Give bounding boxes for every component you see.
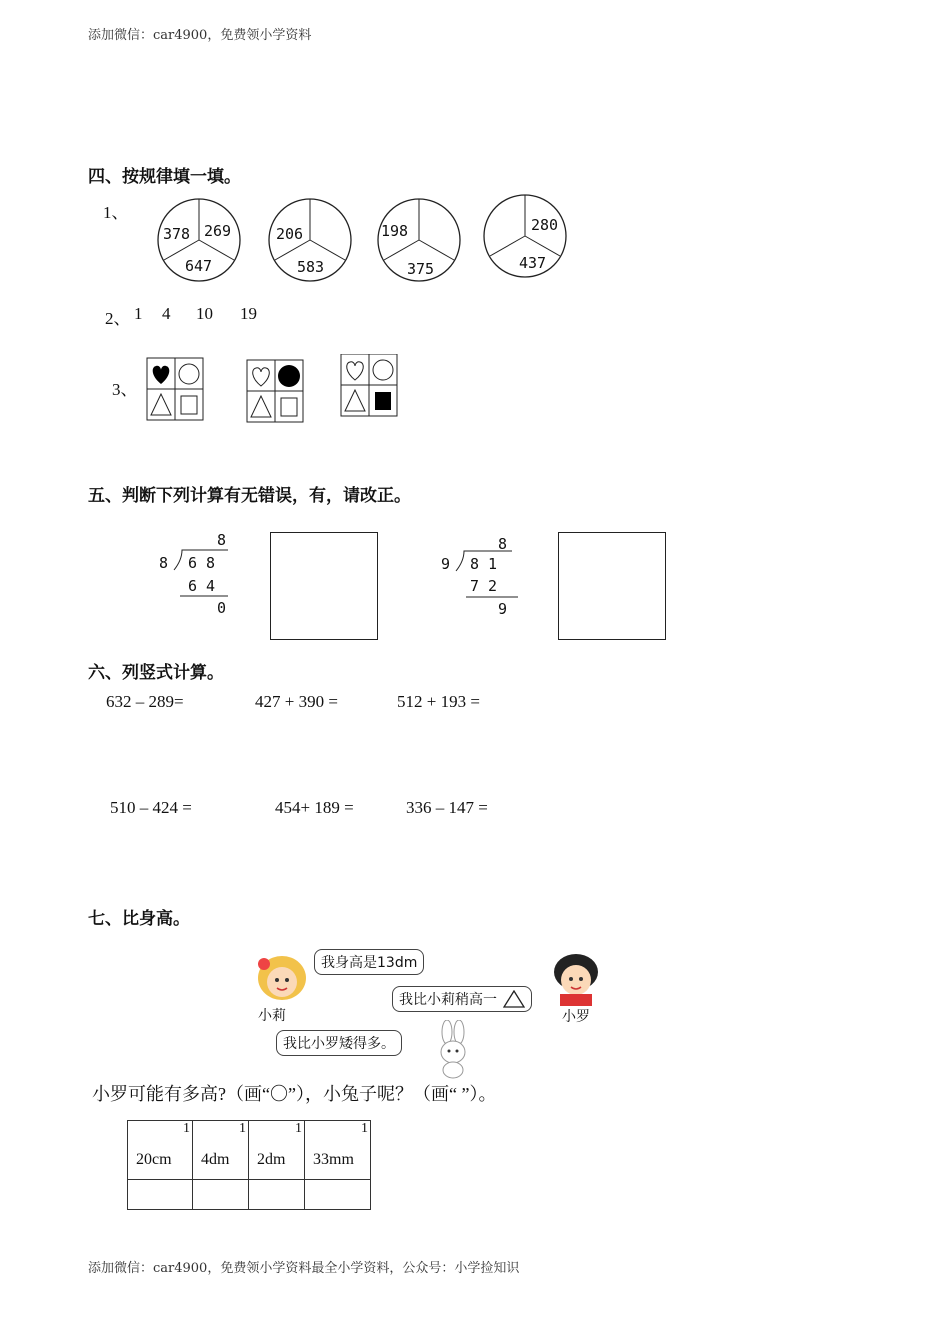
answer-cell[interactable] [249,1180,305,1210]
section-7-title: 七、比身高。 [88,909,190,929]
div1-quotient: 8 [217,531,227,549]
div2-remainder: 9 [498,600,508,618]
calc-4: 510 – 424 = [110,798,192,817]
calc-2: 427 + 390 = [255,692,338,711]
shape-grid-3 [341,354,397,416]
square-icon [281,398,297,416]
circle-4-right: 280 [531,216,559,234]
div2-dividend: 8 1 [470,555,498,573]
boy-name: 小罗 [562,1009,590,1025]
bubble-boy-text: 我比小莉稍高一 [399,992,497,1008]
heart-outline-icon [253,368,270,386]
table-header-cell [305,1121,371,1180]
heart-filled-icon [153,366,170,384]
corner-mark: 1 [183,1121,190,1136]
bubble-boy [392,986,532,1012]
shape-grid-2 [247,360,303,422]
q2-term-2: 4 [162,304,171,323]
q3-label: 3、 [112,380,138,399]
corner-mark: 1 [295,1121,302,1136]
girl-illustration [252,950,312,1005]
option-33mm: 33mm [313,1151,354,1168]
corner-mark: 1 [239,1121,246,1136]
heart-outline-icon [347,362,364,380]
section-4-title: 四、按规律填一填。 [88,167,241,187]
section-5-title: 五、判断下列计算有无错误，有，请改正。 [88,486,411,506]
table-header-cell [128,1121,193,1180]
circle-icon [179,364,199,384]
bubble-rabbit: 我比小罗矮得多。 [276,1030,402,1056]
boy-illustration [546,950,608,1006]
div1-bracket [170,548,235,600]
q2-term-3: 10 [196,304,213,323]
circle-2-bottom: 583 [297,258,325,276]
triangle-icon [345,390,365,411]
circle-1-bottom: 647 [185,257,213,275]
circle-icon [373,360,393,380]
height-question: 小罗可能有多高?（画“〇”），小兔子呢？（画“ ”）。 [92,1084,497,1104]
triangle-icon [251,396,271,417]
div1-divisor: 8 [159,554,169,572]
corner-mark: 1 [361,1121,368,1136]
bubble-girl: 我身高是13dm [314,949,424,975]
div2-divisor: 9 [441,555,451,573]
circle-3-bottom: 375 [407,260,435,278]
circle-4-bottom: 437 [519,254,547,272]
q1-label: 1、 [103,203,129,222]
q2-label: 2、 [105,309,131,328]
answer-cell[interactable] [193,1180,249,1210]
calc-3: 512 + 193 = [397,692,480,711]
table-header-cell [193,1121,249,1180]
triangle-icon [503,990,525,1008]
girl-name: 小莉 [258,1008,286,1024]
div1-product: 6 4 [188,577,216,595]
height-table [127,1120,371,1210]
answer-cell[interactable] [128,1180,193,1210]
div2-product: 7 2 [470,577,498,595]
answer-cell[interactable] [305,1180,371,1210]
option-2dm: 2dm [257,1151,286,1168]
circle-1-left: 378 [163,225,191,243]
div1-dividend: 6 8 [188,554,216,572]
page-footer: 添加微信：car4900，免费领小学资料最全小学资料，公众号：小学捡知识 [88,1261,520,1276]
option-20cm: 20cm [136,1151,172,1168]
page-header: 添加微信：car4900，免费领小学资料 [88,28,312,43]
circle-1-right: 269 [204,222,232,240]
section-6-title: 六、列竖式计算。 [88,663,224,683]
square-icon [181,396,197,414]
square-filled-icon [375,392,391,410]
q2-term-1: 1 [134,304,143,323]
triangle-icon [151,394,171,415]
answer-box-1[interactable] [270,532,378,640]
answer-box-2[interactable] [558,532,666,640]
table-header-cell [249,1121,305,1180]
shape-grids [145,354,400,424]
div1-remainder: 0 [217,599,227,617]
circle-2-left: 206 [276,225,304,243]
circle-3-left: 198 [381,222,409,240]
circle-filled-icon [278,365,300,387]
shape-grid-1 [147,358,203,420]
q2-term-4: 19 [240,304,257,323]
calc-6: 336 – 147 = [406,798,488,817]
calc-1: 632 – 289= [106,692,184,711]
calc-5: 454+ 189 = [275,798,354,817]
div2-quotient: 8 [498,535,508,553]
option-4dm: 4dm [201,1151,230,1168]
rabbit-illustration [425,1020,480,1080]
div2-bracket [452,549,522,601]
